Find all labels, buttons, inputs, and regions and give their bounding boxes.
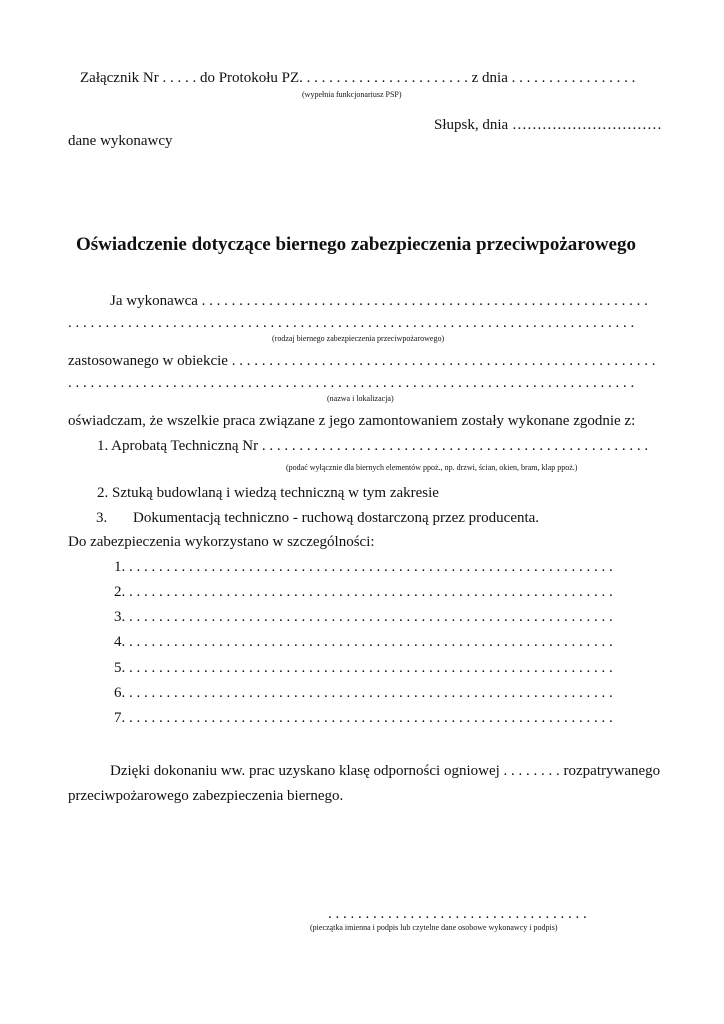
signature-note: (pieczątka imienna i podpis lub czytelne dane osobowe wykonawcy i podpis) [310, 923, 558, 932]
contractor-label: dane wykonawcy [68, 133, 173, 149]
dots-line-1: . . . . . . . . . . . . . . . . . . . . . . . . . . . . . . . . . . . . . . . . . . . . . . . . . . . . . . . . . . . . . . . . . . . . . . . . . . . . [68, 315, 635, 331]
item-approval-note: (podać wyłącznie dla biernych elementów ppoż., np. drzwi, ścian, okien, bram, klap ppoż.) [286, 463, 578, 472]
place-date: Słupsk, dnia ………………………… [434, 117, 662, 133]
annex-note: (wypełnia funkcjonariusz PSP) [302, 90, 402, 99]
object-line: zastosowanego w obiekcie . . . . . . . . . . . . . . . . . . . . . . . . . . . . . . . . . . . . . . . . . . . . . . . . . . . . . . . . . [68, 353, 656, 369]
result-line-1: Dzięki dokonaniu ww. prac uzyskano klasę odporności ogniowej . . . . . . . . rozpatrywanego [110, 763, 661, 779]
list-item: 1. . . . . . . . . . . . . . . . . . . . . . . . . . . . . . . . . . . . . . . . . . . . . . . . . . . . . . . . . . . . . . . . . . [114, 559, 613, 575]
location-note: (nazwa i lokalizacja) [327, 394, 394, 403]
list-item: 6. . . . . . . . . . . . . . . . . . . . . . . . . . . . . . . . . . . . . . . . . . . . . . . . . . . . . . . . . . . . . . . . . . [114, 685, 613, 701]
item-approval: 1. Aprobatą Techniczną Nr . . . . . . . . . . . . . . . . . . . . . . . . . . . . . . . . . . . . . . . . . . . . . . . . . . . . [97, 438, 649, 454]
type-note: (rodzaj biernego zabezpieczenia przeciwpożarowego) [272, 334, 445, 343]
list-item: 3. . . . . . . . . . . . . . . . . . . . . . . . . . . . . . . . . . . . . . . . . . . . . . . . . . . . . . . . . . . . . . . . . . [114, 609, 613, 625]
list-item: 4. . . . . . . . . . . . . . . . . . . . . . . . . . . . . . . . . . . . . . . . . . . . . . . . . . . . . . . . . . . . . . . . . . [114, 634, 613, 650]
contractor-line: Ja wykonawca . . . . . . . . . . . . . . . . . . . . . . . . . . . . . . . . . . . . . . . . . . . . . . . . . . . . . . . . . . . . [110, 293, 648, 309]
list-item: 7. . . . . . . . . . . . . . . . . . . . . . . . . . . . . . . . . . . . . . . . . . . . . . . . . . . . . . . . . . . . . . . . . . [114, 710, 613, 726]
document-title: Oświadczenie dotyczące biernego zabezpieczenia przeciwpożarowego [76, 234, 636, 255]
result-line-2: przeciwpożarowego zabezpieczenia biernego. [68, 788, 344, 804]
signature-dots: . . . . . . . . . . . . . . . . . . . . . . . . . . . . . . . . . . . [328, 906, 587, 922]
item-documentation-number: 3. [96, 510, 108, 526]
list-item: 5. . . . . . . . . . . . . . . . . . . . . . . . . . . . . . . . . . . . . . . . . . . . . . . . . . . . . . . . . . . . . . . . . . [114, 660, 613, 676]
item-construction: 2. Sztuką budowlaną i wiedzą techniczną w tym zakresie [97, 485, 439, 501]
list-item: 2. . . . . . . . . . . . . . . . . . . . . . . . . . . . . . . . . . . . . . . . . . . . . . . . . . . . . . . . . . . . . . . . . . [114, 584, 613, 600]
dots-line-2: . . . . . . . . . . . . . . . . . . . . . . . . . . . . . . . . . . . . . . . . . . . . . . . . . . . . . . . . . . . . . . . . . . . . . . . . . . . . [68, 375, 635, 391]
declaration-text: oświadczam, że wszelkie praca związane z jego zamontowaniem zostały wykonane zgodnie z: [68, 413, 636, 429]
annex-line: Załącznik Nr . . . . . do Protokołu PZ. . . . . . . . . . . . . . . . . . . . . . . z dnia . . . . . . . . . . . . . . . . . [80, 70, 636, 86]
used-materials-label: Do zabezpieczenia wykorzystano w szczególności: [68, 534, 375, 550]
item-documentation-text: Dokumentacją techniczno - ruchową dostarczoną przez producenta. [133, 510, 540, 526]
